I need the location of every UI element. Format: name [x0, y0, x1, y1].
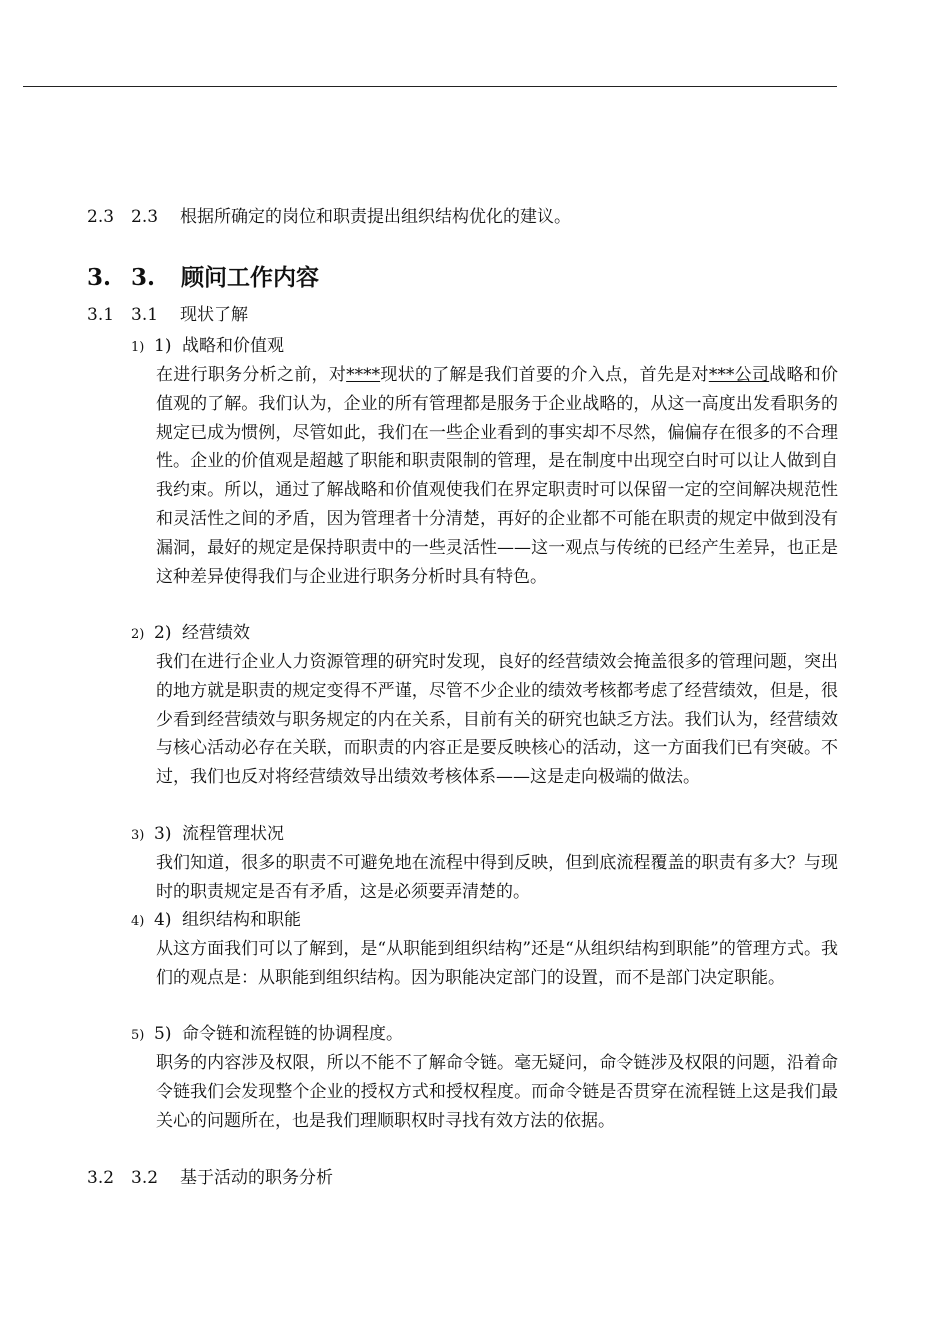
heading-3-2: [87, 1168, 333, 1188]
redacted-company: ***公司: [708, 365, 770, 385]
list-marker: 4): [131, 914, 145, 929]
heading-text: 根据所确定的岗位和职责提出组织结构优化的建议。: [180, 207, 571, 227]
section-number: 2.3: [131, 207, 159, 227]
section-number: 3.1: [131, 305, 159, 325]
list-number: 2): [154, 623, 172, 643]
paragraph-strategy: 在进行职务分析之前，对****现状的了解是我们首要的介入点，首先是对***公司战略和价值观的了解。我们认为，企业的所有管理都是服务于企业战略的，从这一高度出发看职务的规定已成为惯例，尽管如此，我们在一些企业看到的事实却不尽然，偏偏存在很多的不合理性。企业的价值观是超越了职能和职责限制的管理，是在制度中出现空白时可以让人做到自我约束。所以，通过了解战略和价值观使我们在界定职责时可以保留一定的空间解决规范性和灵活性之间的矛盾，因为管理者十分清楚，再好的企业都不可能在职责的规定中做到没有漏洞，最好的规定是保持职责中的一些灵活性——这一观点与传统的已经产生差异，也正是这种差异使得我们与企业进行职务分析时具有特色。: [156, 365, 839, 587]
outline-number: 3.: [87, 264, 112, 291]
heading-2-3: [87, 207, 571, 227]
list-number: 3): [154, 824, 172, 844]
heading-text: 现状了解: [180, 305, 248, 325]
paragraph-command-chain: 职务的内容涉及权限，所以不能不了解命令链。毫无疑问，命令链涉及权限的问题，沿着命令链我们会发现整个企业的授权方式和授权程度。而命令链是否贯穿在流程链上这是我们最关心的问题所在，也是我们理顺职权时寻找有效方法的依据。: [156, 1053, 838, 1131]
paragraph-process: 我们知道，很多的职责不可避免地在流程中得到反映，但到底流程覆盖的职责有多大？与现时的职责规定是否有矛盾，这是必须要弄清楚的。: [156, 853, 838, 902]
outline-number: 2.3: [87, 207, 115, 227]
list-item-title: [131, 824, 284, 846]
list-number: 4): [154, 910, 172, 930]
list-marker: 5): [131, 1028, 145, 1043]
list-item-title: [131, 1024, 403, 1046]
paragraph-performance: 我们在进行企业人力资源管理的研究时发现，良好的经营绩效会掩盖很多的管理问题，突出的地方就是职责的规定变得不严谨，尽管不少企业的绩效考核都考虑了经营绩效，但是，很少看到经营绩效与职务规定的内在关系，目前有关的研究也缺乏方法。我们认为，经营绩效与核心活动必存在关联，而职责的内容正是要反映核心的活动，这一方面我们已有突破。不过，我们也反对将经营绩效导出绩效考核体系——这是走向极端的做法。: [156, 652, 838, 788]
item-title: 战略和价值观: [182, 336, 284, 356]
list-item-title: [131, 910, 301, 932]
outline-number: 3.1: [87, 305, 115, 325]
heading-3-1: [87, 305, 248, 325]
header-rule: [23, 86, 837, 87]
heading-3: [87, 264, 319, 292]
list-item-title: [131, 336, 284, 358]
redacted-name: ****: [346, 365, 381, 385]
section-number: 3.2: [131, 1168, 159, 1188]
section-number: 3.: [131, 264, 156, 291]
item-title: 组织结构和职能: [182, 910, 301, 930]
list-item-title: [131, 623, 250, 645]
list-number: 5): [154, 1024, 172, 1044]
item-title: 命令链和流程链的协调程度。: [182, 1024, 403, 1044]
paragraph-structure: 从这方面我们可以了解到，是“从职能到组织结构”还是“从组织结构到职能”的管理方式。我们的观点是：从职能到组织结构。因为职能决定部门的设置，而不是部门决定职能。: [156, 939, 838, 988]
heading-text: 顾问工作内容: [181, 264, 319, 291]
item-title: 流程管理状况: [182, 824, 284, 844]
outline-number: 3.2: [87, 1168, 115, 1188]
list-marker: 1): [131, 340, 145, 355]
list-marker: 3): [131, 828, 145, 843]
list-number: 1): [154, 336, 172, 356]
list-marker: 2): [131, 627, 145, 642]
heading-text: 基于活动的职务分析: [180, 1168, 333, 1188]
item-title: 经营绩效: [182, 623, 250, 643]
